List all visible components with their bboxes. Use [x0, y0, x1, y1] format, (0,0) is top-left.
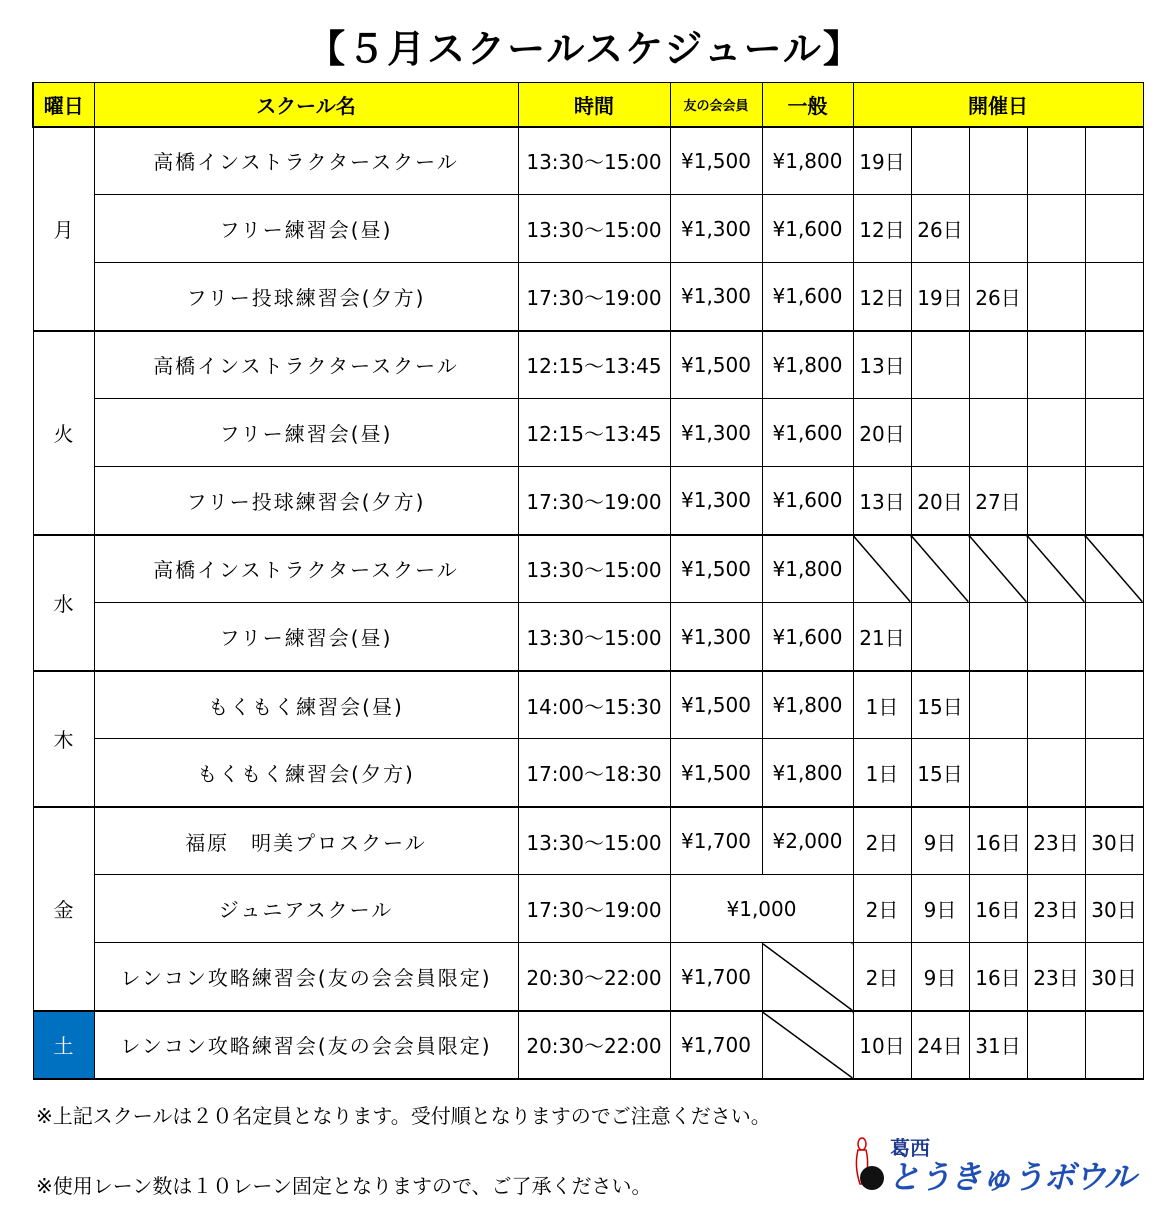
table-row: [33, 1011, 1143, 1079]
date-cell: 2日: [853, 943, 911, 1011]
time-cell: 13:30～15:00: [518, 807, 670, 875]
note-lanes: ※使用レーン数は１０レーン固定となりますので、ご了承ください。: [36, 1174, 652, 1198]
general-fee: ¥1,600: [762, 467, 853, 535]
date-cell: [969, 739, 1027, 807]
general-fee: ¥1,800: [762, 739, 853, 807]
member-fee: ¥1,300: [670, 467, 762, 535]
table-row: [33, 331, 1143, 399]
date-cell: [1027, 195, 1085, 263]
date-cell: [969, 603, 1027, 671]
date-cell: [969, 671, 1027, 739]
date-cell: [1027, 263, 1085, 331]
date-cell: 30日: [1085, 807, 1143, 875]
member-fee: ¥1,700: [670, 943, 762, 1011]
junior-fee: ¥1,000: [670, 875, 853, 943]
general-fee: ¥1,800: [762, 535, 853, 603]
date-cell: 1日: [853, 739, 911, 807]
general-fee: ¥1,600: [762, 603, 853, 671]
date-cell: 21日: [853, 603, 911, 671]
member-fee: ¥1,300: [670, 399, 762, 467]
date-cell: 9日: [911, 807, 969, 875]
date-cell: 2日: [853, 807, 911, 875]
day-cell-tue: 火: [33, 331, 94, 535]
date-cell: [911, 127, 969, 195]
date-cell: 12日: [853, 195, 911, 263]
date-cell: 1日: [853, 671, 911, 739]
general-fee: ¥1,800: [762, 671, 853, 739]
no-general-fee-slash: [762, 1011, 853, 1079]
date-cell: 9日: [911, 943, 969, 1011]
general-fee: ¥1,800: [762, 331, 853, 399]
member-fee: ¥1,700: [670, 807, 762, 875]
date-cell: [1027, 399, 1085, 467]
date-cell: [1085, 1011, 1143, 1079]
school-name: フリー投球練習会(夕方): [94, 263, 518, 331]
date-cell: 23日: [1027, 807, 1085, 875]
date-cell: 13日: [853, 331, 911, 399]
time-cell: 17:30～19:00: [518, 875, 670, 943]
date-cell: [1027, 603, 1085, 671]
header-day: 曜日: [33, 83, 94, 127]
day-cell-wed: 水: [33, 535, 94, 671]
date-cell: 16日: [969, 875, 1027, 943]
header-general-fee: 一般: [762, 83, 853, 127]
bowling-pin-icon: [850, 1136, 886, 1192]
time-cell: 13:30～15:00: [518, 535, 670, 603]
no-session-slash: [1085, 535, 1143, 603]
date-cell: 23日: [1027, 875, 1085, 943]
table-row: [33, 807, 1143, 875]
school-name: 高橋インストラクタースクール: [94, 127, 518, 195]
logo-brand-name: とうきゅうボウル: [888, 1158, 1136, 1196]
no-session-slash: [911, 535, 969, 603]
table-row: [33, 535, 1143, 603]
no-session-slash: [969, 535, 1027, 603]
date-cell: 30日: [1085, 875, 1143, 943]
general-fee: ¥1,600: [762, 399, 853, 467]
time-cell: 13:30～15:00: [518, 195, 670, 263]
general-fee: ¥1,600: [762, 263, 853, 331]
table-row: [33, 739, 1143, 807]
date-cell: 23日: [1027, 943, 1085, 1011]
date-cell: 19日: [853, 127, 911, 195]
page-title: 【５月スクールスケジュール】: [307, 26, 863, 71]
date-cell: [1027, 331, 1085, 399]
date-cell: 16日: [969, 943, 1027, 1011]
date-cell: [1027, 671, 1085, 739]
date-cell: 10日: [853, 1011, 911, 1079]
schedule-table: [32, 82, 1144, 1080]
date-cell: 15日: [911, 739, 969, 807]
school-name: フリー投球練習会(夕方): [94, 467, 518, 535]
table-row: [33, 603, 1143, 671]
date-cell: 31日: [969, 1011, 1027, 1079]
date-cell: [1085, 467, 1143, 535]
date-cell: 15日: [911, 671, 969, 739]
school-name: フリー練習会(昼): [94, 399, 518, 467]
school-name: ジュニアスクール: [94, 875, 518, 943]
time-cell: 20:30～22:00: [518, 943, 670, 1011]
date-cell: [969, 195, 1027, 263]
date-cell: 26日: [911, 195, 969, 263]
school-name: 福原 明美プロスクール: [94, 807, 518, 875]
date-cell: [1085, 739, 1143, 807]
date-cell: [1027, 1011, 1085, 1079]
time-cell: 17:30～19:00: [518, 467, 670, 535]
no-session-slash: [1027, 535, 1085, 603]
time-cell: 13:30～15:00: [518, 603, 670, 671]
school-name: フリー練習会(昼): [94, 195, 518, 263]
date-cell: [911, 331, 969, 399]
school-name: もくもく練習会(昼): [94, 671, 518, 739]
time-cell: 14:00～15:30: [518, 671, 670, 739]
table-row: [33, 671, 1143, 739]
date-cell: [969, 331, 1027, 399]
date-cell: 30日: [1085, 943, 1143, 1011]
day-cell-mon: 月: [33, 127, 94, 331]
table-row: [33, 195, 1143, 263]
member-fee: ¥1,700: [670, 1011, 762, 1079]
general-fee: ¥1,800: [762, 127, 853, 195]
table-row: [33, 127, 1143, 195]
day-cell-sat: 土: [33, 1011, 94, 1079]
date-cell: [1085, 127, 1143, 195]
date-cell: 19日: [911, 263, 969, 331]
date-cell: 13日: [853, 467, 911, 535]
date-cell: [911, 603, 969, 671]
date-cell: [969, 399, 1027, 467]
school-name: レンコン攻略練習会(友の会会員限定): [94, 943, 518, 1011]
date-cell: 24日: [911, 1011, 969, 1079]
header-member-fee: 友の会会員: [670, 83, 762, 127]
time-cell: 20:30～22:00: [518, 1011, 670, 1079]
table-row: [33, 875, 1143, 943]
member-fee: ¥1,300: [670, 195, 762, 263]
date-cell: [1027, 127, 1085, 195]
general-fee: ¥2,000: [762, 807, 853, 875]
date-cell: [1085, 195, 1143, 263]
header-row: [33, 83, 1143, 127]
member-fee: ¥1,300: [670, 603, 762, 671]
member-fee: ¥1,500: [670, 671, 762, 739]
time-cell: 17:00～18:30: [518, 739, 670, 807]
date-cell: [1027, 467, 1085, 535]
note-capacity: ※上記スクールは２０名定員となります。受付順となりますのでご注意ください。: [36, 1104, 771, 1128]
day-cell-thu: 木: [33, 671, 94, 807]
time-cell: 12:15～13:45: [518, 399, 670, 467]
table-row: [33, 467, 1143, 535]
table-row: [33, 399, 1143, 467]
date-cell: [969, 127, 1027, 195]
member-fee: ¥1,500: [670, 535, 762, 603]
day-cell-fri: 金: [33, 807, 94, 1011]
date-cell: 20日: [853, 399, 911, 467]
member-fee: ¥1,500: [670, 127, 762, 195]
date-cell: [1085, 263, 1143, 331]
table-row: [33, 263, 1143, 331]
date-cell: 20日: [911, 467, 969, 535]
school-name: 高橋インストラクタースクール: [94, 535, 518, 603]
time-cell: 17:30～19:00: [518, 263, 670, 331]
date-cell: 16日: [969, 807, 1027, 875]
date-cell: [1085, 671, 1143, 739]
member-fee: ¥1,500: [670, 331, 762, 399]
date-cell: 27日: [969, 467, 1027, 535]
member-fee: ¥1,300: [670, 263, 762, 331]
header-time: 時間: [518, 83, 670, 127]
no-general-fee-slash: [762, 943, 853, 1011]
date-cell: 12日: [853, 263, 911, 331]
date-cell: [1085, 399, 1143, 467]
date-cell: [1085, 331, 1143, 399]
date-cell: 9日: [911, 875, 969, 943]
date-cell: 2日: [853, 875, 911, 943]
date-cell: 26日: [969, 263, 1027, 331]
no-session-slash: [853, 535, 911, 603]
bowling-logo: [850, 1136, 1140, 1196]
time-cell: 13:30～15:00: [518, 127, 670, 195]
school-name: 高橋インストラクタースクール: [94, 331, 518, 399]
general-fee: ¥1,600: [762, 195, 853, 263]
table-row: [33, 943, 1143, 1011]
school-name: もくもく練習会(夕方): [94, 739, 518, 807]
logo-area-name: 葛西: [890, 1136, 930, 1160]
date-cell: [911, 399, 969, 467]
time-cell: 12:15～13:45: [518, 331, 670, 399]
date-cell: [1027, 739, 1085, 807]
header-dates: 開催日: [853, 83, 1143, 127]
school-name: レンコン攻略練習会(友の会会員限定): [94, 1011, 518, 1079]
date-cell: [1085, 603, 1143, 671]
school-name: フリー練習会(昼): [94, 603, 518, 671]
member-fee: ¥1,500: [670, 739, 762, 807]
header-school: スクール名: [94, 83, 518, 127]
